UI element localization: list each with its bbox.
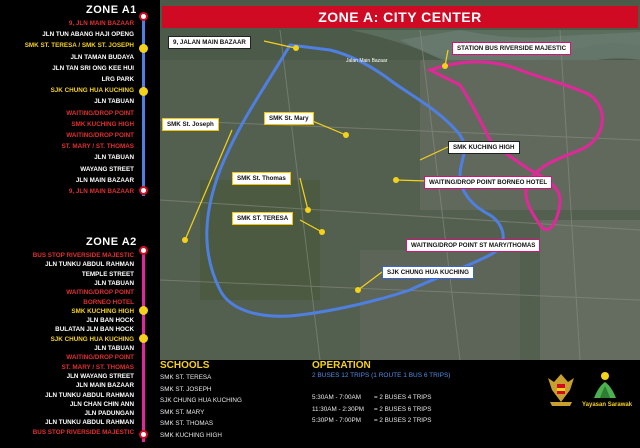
route-stop-marker bbox=[139, 306, 148, 315]
route-stop: JLN MAIN BAZAAR bbox=[75, 176, 134, 184]
operation-title: OPERATION bbox=[312, 360, 371, 371]
label-chung-hua[interactable]: SJK CHUNG HUA KUCHING bbox=[382, 266, 474, 279]
route-line bbox=[142, 14, 145, 196]
schools-title: SCHOOLS bbox=[160, 360, 210, 371]
route-stop: 9, JLN MAIN BAZAAR bbox=[68, 188, 134, 195]
map-title: ZONE A: CITY CENTER bbox=[162, 6, 638, 28]
sarawak-crest-icon bbox=[546, 372, 576, 408]
route-stop: WAITING/DROP POINT bbox=[66, 354, 134, 362]
route-stop: LRG PARK bbox=[101, 76, 134, 83]
school-item: SMK ST. JOSEPH bbox=[160, 385, 212, 393]
route-stop: SJK CHUNG HUA KUCHING bbox=[50, 335, 134, 343]
street-label: Jalan Main Bazaar bbox=[346, 58, 388, 64]
city-center-map bbox=[160, 0, 640, 360]
route-stop: JLN BAN HOCK bbox=[86, 317, 134, 325]
route-stop-marker bbox=[139, 334, 148, 343]
route-stop: BUS STOP RIVERSIDE MAJESTIC bbox=[32, 252, 134, 259]
route-panel bbox=[0, 0, 160, 448]
route-stop: JLN TABUAN bbox=[94, 154, 134, 162]
route-stop: JLN TUNKU ABDUL RAHMAN bbox=[45, 391, 134, 399]
route-stop-marker bbox=[139, 87, 148, 96]
label-main-bazaar[interactable]: 9, JALAN MAIN BAZAAR bbox=[168, 36, 251, 49]
route-stop-marker bbox=[139, 12, 148, 21]
route-stop: ST. MARY / ST. THOMAS bbox=[61, 363, 134, 371]
route-stop: JLN TUNKU ABDUL RAHMAN bbox=[45, 261, 134, 269]
route-stop: JLN CHAN CHIN ANN bbox=[69, 400, 134, 408]
route-stop-marker bbox=[139, 44, 148, 53]
route-stop: JLN TABUAN bbox=[94, 279, 134, 287]
route-stop: JLN PADUNGAN bbox=[84, 410, 134, 418]
route-stop-marker bbox=[139, 430, 148, 439]
school-item: SMK ST. THOMAS bbox=[160, 420, 214, 427]
route-stop: SMK ST. TERESA / SMK ST. JOSEPH bbox=[24, 42, 134, 50]
operation-time: 11:30AM - 2:30PM bbox=[312, 405, 365, 413]
yayasan-sarawak-logo-icon bbox=[588, 370, 622, 400]
info-section bbox=[160, 360, 640, 448]
label-riverside-majestic[interactable]: STATION BUS RIVERSIDE MAJESTIC bbox=[452, 42, 571, 55]
label-st-joseph[interactable]: SMK St. Joseph bbox=[162, 118, 219, 131]
route-stop-marker bbox=[139, 246, 148, 255]
route-stop: JLN TAMAN BUDAYA bbox=[70, 53, 134, 61]
operation-value: = 2 BUSES 2 TRIPS bbox=[374, 417, 432, 424]
operation-time: 5:30AM - 7:00AM bbox=[312, 394, 361, 401]
route-stop: JLN TUNKU ABDUL RAHMAN bbox=[45, 419, 134, 427]
route-stop: SMK KUCHING HIGH bbox=[71, 307, 134, 315]
route-stop: JLN TABUAN bbox=[94, 345, 134, 352]
route-stop: ST. MARY / ST. THOMAS bbox=[61, 143, 134, 151]
operation-value: = 2 BUSES 6 TRIPS bbox=[374, 405, 432, 413]
route-stop: SMK KUCHING HIGH bbox=[71, 120, 134, 128]
route-stop: 9, JLN MAIN BAZAAR bbox=[68, 20, 134, 27]
zone-a1-title: ZONE A1 bbox=[86, 4, 137, 16]
route-stop: JLN WAYANG STREET bbox=[66, 372, 134, 380]
label-st-thomas[interactable]: SMK St. Thomas bbox=[232, 172, 291, 185]
route-line bbox=[142, 246, 145, 442]
route-stop-marker bbox=[139, 186, 148, 195]
operation-time: 5:30PM - 7:00PM bbox=[312, 417, 361, 424]
zone-a2-title: ZONE A2 bbox=[86, 236, 137, 248]
route-stop: BUS STOP RIVERSIDE MAJESTIC bbox=[32, 428, 134, 436]
route-stop: WAYANG STREET bbox=[80, 165, 134, 173]
route-stop: WAITING/DROP POINT bbox=[66, 132, 134, 139]
route-stop: SJK CHUNG HUA KUCHING bbox=[50, 87, 134, 95]
route-stop: BULATAN JLN BAN HOCK bbox=[55, 326, 134, 334]
school-item: SMK ST. TERESA bbox=[160, 374, 212, 381]
label-st-teresa[interactable]: SMK ST. TERESA bbox=[232, 212, 293, 225]
route-stop: WAITING/DROP POINT bbox=[66, 289, 134, 297]
label-borneo-hotel[interactable]: WAITING/DROP POINT BORNEO HOTEL bbox=[424, 176, 552, 189]
label-mary-thomas-point[interactable]: WAITING/DROP POINT ST MARY/THOMAS bbox=[406, 239, 540, 252]
school-item: SMK KUCHING HIGH bbox=[160, 431, 222, 439]
operation-subtitle: 2 BUSES 12 TRIPS (1 ROUTE 1 BUS 6 TRIPS) bbox=[312, 372, 451, 379]
route-stop: JLN TABUAN bbox=[94, 98, 134, 106]
operation-value: = 2 BUSES 4 TRIPS bbox=[374, 394, 432, 401]
route-stop: WAITING/DROP POINT bbox=[66, 109, 134, 117]
school-item: SMK ST. MARY bbox=[160, 408, 205, 416]
yayasan-caption: Yayasan Sarawak bbox=[582, 402, 633, 408]
route-stop: JLN TUN ABANG HAJI OPENG bbox=[42, 31, 134, 39]
route-stop: JLN TAN SRI ONG KEE HUI bbox=[52, 64, 134, 72]
label-kuching-high[interactable]: SMK KUCHING HIGH bbox=[448, 141, 520, 154]
school-item: SJK CHUNG HUA KUCHING bbox=[160, 397, 242, 404]
route-stop: JLN MAIN BAZAAR bbox=[75, 382, 134, 390]
route-stop: BORNEO HOTEL bbox=[83, 298, 134, 306]
route-stop: TEMPLE STREET bbox=[81, 270, 134, 278]
label-st-mary[interactable]: SMK St. Mary bbox=[264, 112, 314, 125]
